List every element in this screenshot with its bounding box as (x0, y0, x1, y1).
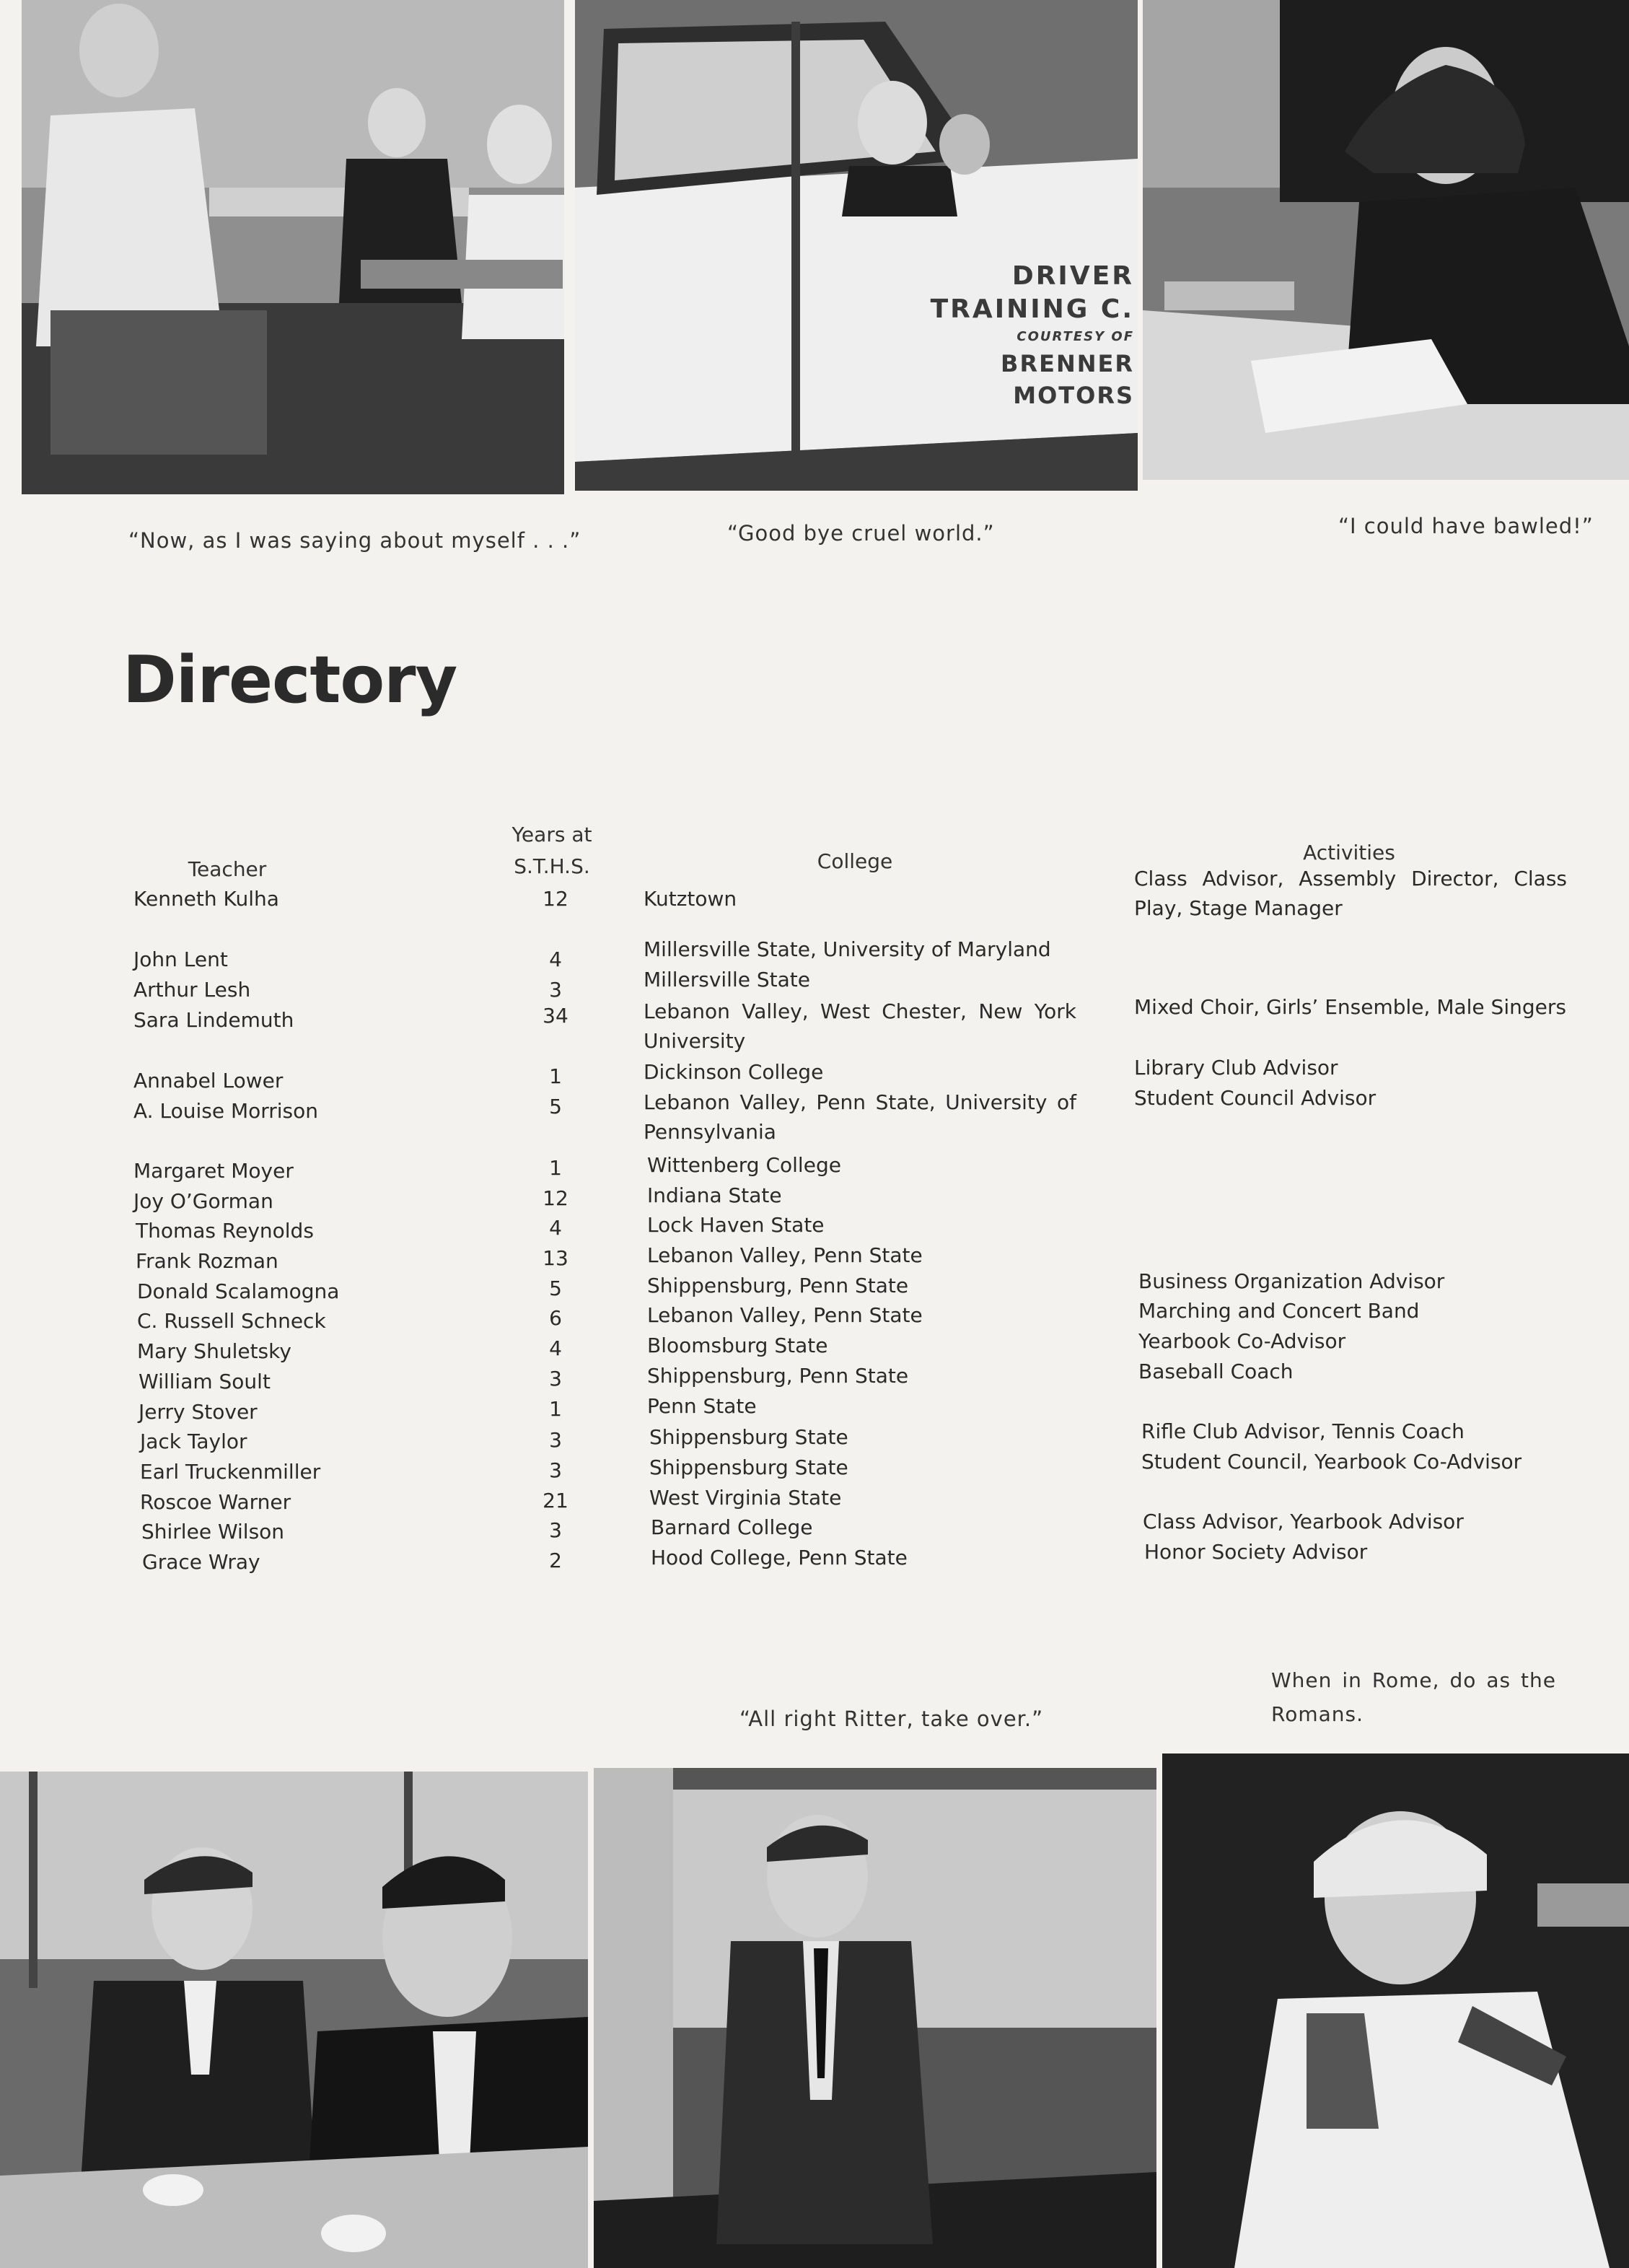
teacher-name: Kenneth Kulha (133, 887, 279, 911)
teacher-activities: Business Organization Advisor (1138, 1269, 1445, 1293)
teacher-college: Dickinson College (644, 1060, 824, 1084)
header-years (480, 819, 624, 883)
teacher-years: 5 (549, 1277, 562, 1300)
header-years-line2: S.T.H.S. (514, 854, 590, 878)
teacher-name: Earl Truckenmiller (140, 1460, 321, 1484)
teacher-college: Barnard College (651, 1515, 813, 1539)
teacher-name: Shirlee Wilson (141, 1520, 285, 1544)
teacher-name: Jerry Stover (139, 1400, 258, 1424)
header-teacher: Teacher (188, 857, 267, 881)
header-activities: Activities (1303, 841, 1395, 864)
teacher-years: 1 (549, 1156, 562, 1180)
teacher-years: 3 (549, 978, 562, 1002)
car-sign-line2: TRAINING C. (930, 294, 1134, 324)
teacher-name: Mary Shuletsky (137, 1339, 291, 1363)
teacher-college: Wittenberg College (647, 1153, 841, 1177)
teacher-years: 4 (549, 947, 562, 971)
teacher-name: Donald Scalamogna (137, 1279, 340, 1303)
teacher-years: 1 (549, 1064, 562, 1088)
teacher-college: Indiana State (647, 1183, 782, 1207)
caption-bottom-right: When in Rome, do as the Romans. (1271, 1668, 1556, 1726)
teacher-college: Millersville State, University of Maryland (644, 937, 1051, 961)
caption-top-left: “Now, as I was saying about myself . . .” (128, 528, 581, 553)
teacher-college: Bloomsburg State (647, 1334, 828, 1357)
teacher-years: 4 (549, 1216, 562, 1240)
header-college: College (817, 849, 893, 873)
teacher-name: Grace Wray (142, 1550, 260, 1574)
teacher-activities: Mixed Choir, Girls’ Ensemble, Male Singers (1134, 995, 1566, 1019)
photo-woman-smiling (1162, 1753, 1629, 2268)
car-sign-line4: BRENNER MOTORS (1001, 350, 1134, 409)
caption-bottom-center: “All right Ritter, take over.” (739, 1707, 1044, 1731)
teacher-college: Millersville State (644, 968, 810, 991)
teacher-activities: Student Council Advisor (1134, 1086, 1376, 1110)
teacher-name: Joy O’Gorman (133, 1189, 273, 1213)
teacher-college: Penn State (647, 1394, 757, 1418)
teacher-activities: Marching and Concert Band (1138, 1299, 1420, 1323)
teacher-years: 3 (549, 1518, 562, 1542)
teacher-years: 5 (549, 1095, 562, 1118)
teacher-years: 3 (549, 1428, 562, 1452)
photo-two-men-coffee (0, 1772, 588, 2268)
teacher-name: Thomas Reynolds (136, 1219, 314, 1243)
teacher-name: William Soult (139, 1370, 271, 1393)
teacher-years: 13 (543, 1246, 568, 1270)
teacher-activities: Rifle Club Advisor, Tennis Coach (1141, 1419, 1465, 1443)
caption-top-right: “I could have bawled!” (1338, 514, 1594, 538)
teacher-years: 3 (549, 1458, 562, 1482)
teacher-college: Shippensburg, Penn State (647, 1274, 909, 1297)
photo-teacher-desk (1143, 0, 1629, 480)
teacher-college: Lebanon Valley, Penn State (647, 1303, 923, 1327)
teacher-college: Lebanon Valley, Penn State (647, 1243, 923, 1267)
teacher-activities: Baseball Coach (1138, 1360, 1294, 1383)
teacher-activities: Yearbook Co-Advisor (1138, 1329, 1346, 1353)
caption-top-center: “Good bye cruel world.” (727, 521, 995, 546)
teacher-college: Shippensburg State (649, 1455, 848, 1479)
teacher-years: 3 (549, 1367, 562, 1391)
teacher-activities: Student Council, Yearbook Co-Advisor (1141, 1450, 1522, 1474)
teacher-name: Annabel Lower (133, 1069, 284, 1093)
car-sign-line1: DRIVER (1011, 261, 1134, 291)
teacher-years: 34 (543, 1004, 568, 1028)
teacher-college: Shippensburg, Penn State (647, 1364, 909, 1388)
teacher-activities: Honor Society Advisor (1144, 1540, 1368, 1564)
teacher-name: C. Russell Schneck (137, 1309, 326, 1333)
teacher-name: Frank Rozman (136, 1249, 278, 1273)
teacher-activities: Class Advisor, Yearbook Advisor (1143, 1510, 1464, 1533)
teacher-activities: Class Advisor, Assembly Director, Class Play, Stage Manager (1134, 867, 1567, 920)
car-sign-line3: COURTESY OF (1017, 329, 1134, 344)
teacher-name: A. Louise Morrison (133, 1099, 319, 1123)
teacher-activities: Library Club Advisor (1134, 1056, 1338, 1080)
teacher-years: 2 (549, 1549, 562, 1572)
photo-teacher-classroom (22, 0, 564, 494)
teacher-name: Arthur Lesh (133, 978, 251, 1002)
teacher-name: John Lent (133, 947, 228, 971)
teacher-college: West Virginia State (649, 1486, 842, 1510)
teacher-college: Lebanon Valley, West Chester, New York University (644, 999, 1076, 1053)
teacher-college: Hood College, Penn State (651, 1546, 908, 1569)
photo-driver-training-car (575, 0, 1138, 491)
teacher-years: 12 (543, 887, 568, 911)
teacher-college: Lock Haven State (647, 1213, 825, 1237)
photo-man-standing (594, 1768, 1156, 2268)
teacher-name: Jack Taylor (140, 1429, 247, 1453)
teacher-years: 21 (543, 1489, 568, 1512)
teacher-years: 1 (549, 1397, 562, 1421)
teacher-years: 6 (549, 1306, 562, 1330)
teacher-name: Sara Lindemuth (133, 1008, 294, 1032)
header-years-line1: Years at (511, 823, 592, 846)
car-sign (903, 260, 1134, 411)
page-title: Directory (123, 642, 457, 718)
teacher-name: Margaret Moyer (133, 1159, 294, 1183)
teacher-college: Shippensburg State (649, 1425, 848, 1449)
teacher-college: Lebanon Valley, Penn State, University of Pennsylvania (644, 1090, 1076, 1144)
teacher-years: 4 (549, 1336, 562, 1360)
teacher-name: Roscoe Warner (140, 1490, 291, 1514)
teacher-years: 12 (543, 1186, 568, 1210)
teacher-college: Kutztown (644, 887, 737, 911)
